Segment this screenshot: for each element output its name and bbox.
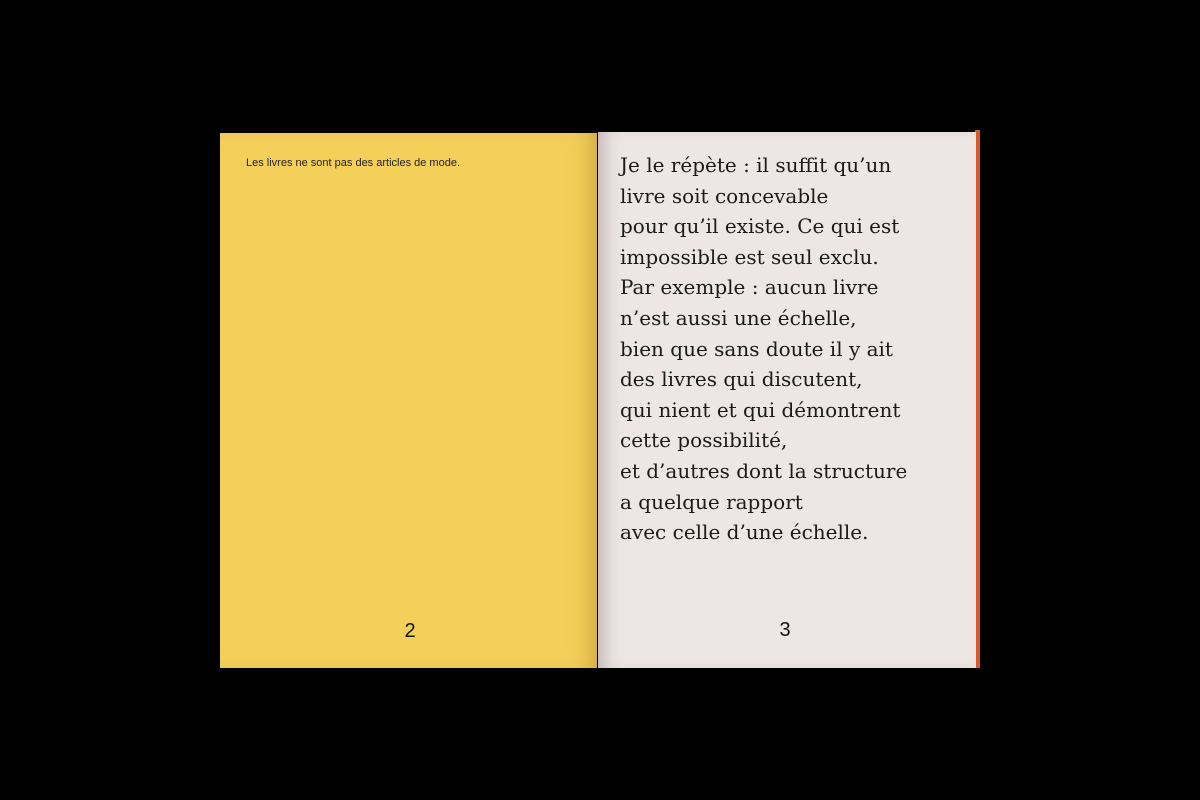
right-page: [598, 132, 976, 668]
right-page-number: 3: [779, 619, 791, 641]
right-page-body: Je le répète : il suffit qu’un livre soit concevable pour qu’il existe. Ce qui est impossible est seul exclu. Par exemple : aucun livre n’est aussi une échelle, bien que sans doute il y ait des livres qui discutent, qui nient et qui démontrent cette possibilité, et d’autres dont la structure a quelque rapport avec celle d’une échelle.: [620, 153, 908, 545]
left-page-number: 2: [404, 620, 416, 642]
left-page-caption: Les livres ne sont pas des articles de mode.: [246, 157, 461, 169]
left-page: [220, 133, 597, 668]
